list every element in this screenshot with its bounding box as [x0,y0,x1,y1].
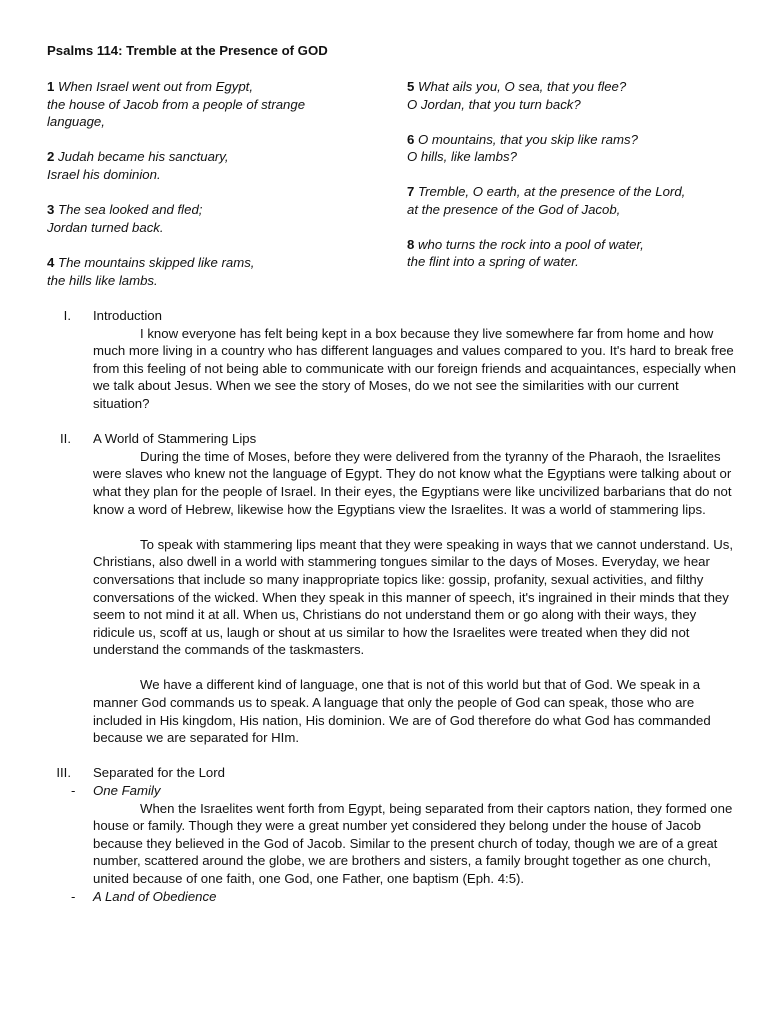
verse-number: 8 [407,236,415,252]
verse-line: the flint into a spring of water. [407,254,579,270]
section-body [93,764,737,782]
verse-2 [47,148,377,183]
section-numeral: II. [60,431,71,447]
section-heading: Separated for the Lord [93,765,225,781]
section-numeral: I. [63,308,71,323]
paragraph: We have a different kind of language, one that is not of this world but that of God. We speak in a manner God commands us to speak. A language that only the people of God can speak, those who are included in His kingdom, His nation, His dominion. We are of God therefore do what God has commanded because we are separated for HIm. [93,677,711,746]
bullet-item-one-family [71,782,737,888]
section-body [93,307,737,413]
verse-line [47,148,377,166]
paragraph: To speak with stammering lips meant that they were speaking in ways that we cannot understand. Us, Christians, also dwell in a world with stammering tongues similar to the days of Moses. Everyday, we hear conversations that include so many inappropriate topics like: gossip, profanity, sexual activities, and filthy conversations of the wicked. When they speak in this manner of speech, it's ingrained in their minds that they seem to not mind it at all. When us, Christians do not understand them or go along with their ways, they ridicule us, scoff at us, laugh or shout at us similar to how the Israelites were treated when they did not understand the commands of the taskmasters. [93,536,734,658]
verse-number: 6 [407,131,415,147]
verse-number: 4 [47,254,55,270]
verse-text: O mountains, that you skip like rams? [418,131,638,147]
verse-text: Tremble, O earth, at the presence of the Lord, [418,184,686,200]
verse-text: What ails you, O sea, that you flee? [418,79,627,94]
verse-line: O hills, like lambs? [407,149,517,165]
verse-text: The sea looked and fled; [58,202,203,218]
verse-line: Israel his dominion. [47,166,161,182]
paragraph: During the time of Moses, before they were delivered from the tyranny of the Pharaoh, the Israelites were slaves who knew not the language of Egypt. They do not know what the Egyptians were talking about or what they plan for the people of Israel. In their eyes, the Egyptians were like uncivilized barbarians that do not know a word of Hebrew, likewise how the Egyptians view the Israelites. It was a world of stammering lips. [93,448,732,517]
verse-3 [47,201,377,236]
verse-line: language, [47,114,105,130]
verse-line: at the presence of the God of Jacob, [407,201,621,217]
verse-number: 1 [47,79,55,94]
verse-number: 7 [407,184,415,200]
verse-line: O Jordan, that you turn back? [407,96,581,112]
verse-line [407,183,737,201]
verse-1 [47,78,377,131]
verse-text: Judah became his sanctuary, [58,149,229,165]
verse-line [407,131,737,149]
verse-4 [47,254,377,289]
bullet-label: A Land of Obedience [93,888,217,904]
verses-left-column [47,78,377,307]
bullet-dash: - [71,783,76,799]
verse-line: the hills like lambs. [47,272,158,288]
verse-number: 2 [47,149,55,165]
verse-8 [407,236,737,271]
bullet-item-land-of-obedience [71,888,737,906]
verse-line [47,78,377,96]
verse-5 [407,78,737,113]
verse-line [47,254,377,272]
verse-text: The mountains skipped like rams, [58,254,255,270]
verse-line: the house of Jacob from a people of strange [47,96,306,112]
outline [47,307,737,923]
page-title: Psalms 114: Tremble at the Presence of GOD [47,43,328,58]
paragraph: When the Israelites went forth from Egypt, being separated from their captors nation, they formed one house or family. Though they were a great number yet considered they belong under the house of Jacob because they believed in the God of Jacob. Similar to the present church of today, though we are of a great number, scattered around the globe, we are brothers and sisters, a family brought together as one church, united because of one faith, one God, one Father, one baptism (Eph. 4:5). [93,800,733,886]
verse-number: 3 [47,202,55,218]
verse-number: 5 [407,79,415,94]
paragraph: I know everyone has felt being kept in a box because they live somewhere far from home and how much more living in a country who has different languages and values compared to you. It's hard to break free from this feeling of not being able to communicate with our foreign friends and acquaintances, especially when we talk about Jesus. When we see the story of Moses, do we not see the similarities with our current situation? [93,325,736,411]
section-stammering-lips [47,430,737,747]
verse-line [407,236,737,254]
bullet-dash: - [71,888,76,904]
section-heading: A World of Stammering Lips [93,431,257,447]
bullet-label: One Family [93,783,161,799]
verse-text: When Israel went out from Egypt, [58,79,253,94]
section-introduction [47,307,737,413]
section-body [93,430,737,747]
verse-line [407,78,737,96]
bullet-list [47,782,737,905]
verse-6 [407,131,737,166]
verse-text: who turns the rock into a pool of water, [418,236,644,252]
section-numeral: III. [56,765,71,781]
verse-line: Jordan turned back. [47,219,164,235]
section-separated [47,764,737,905]
section-heading: Introduction [93,308,162,323]
verses-right-column [407,78,737,288]
verse-line [47,201,377,219]
verse-7 [407,183,737,218]
